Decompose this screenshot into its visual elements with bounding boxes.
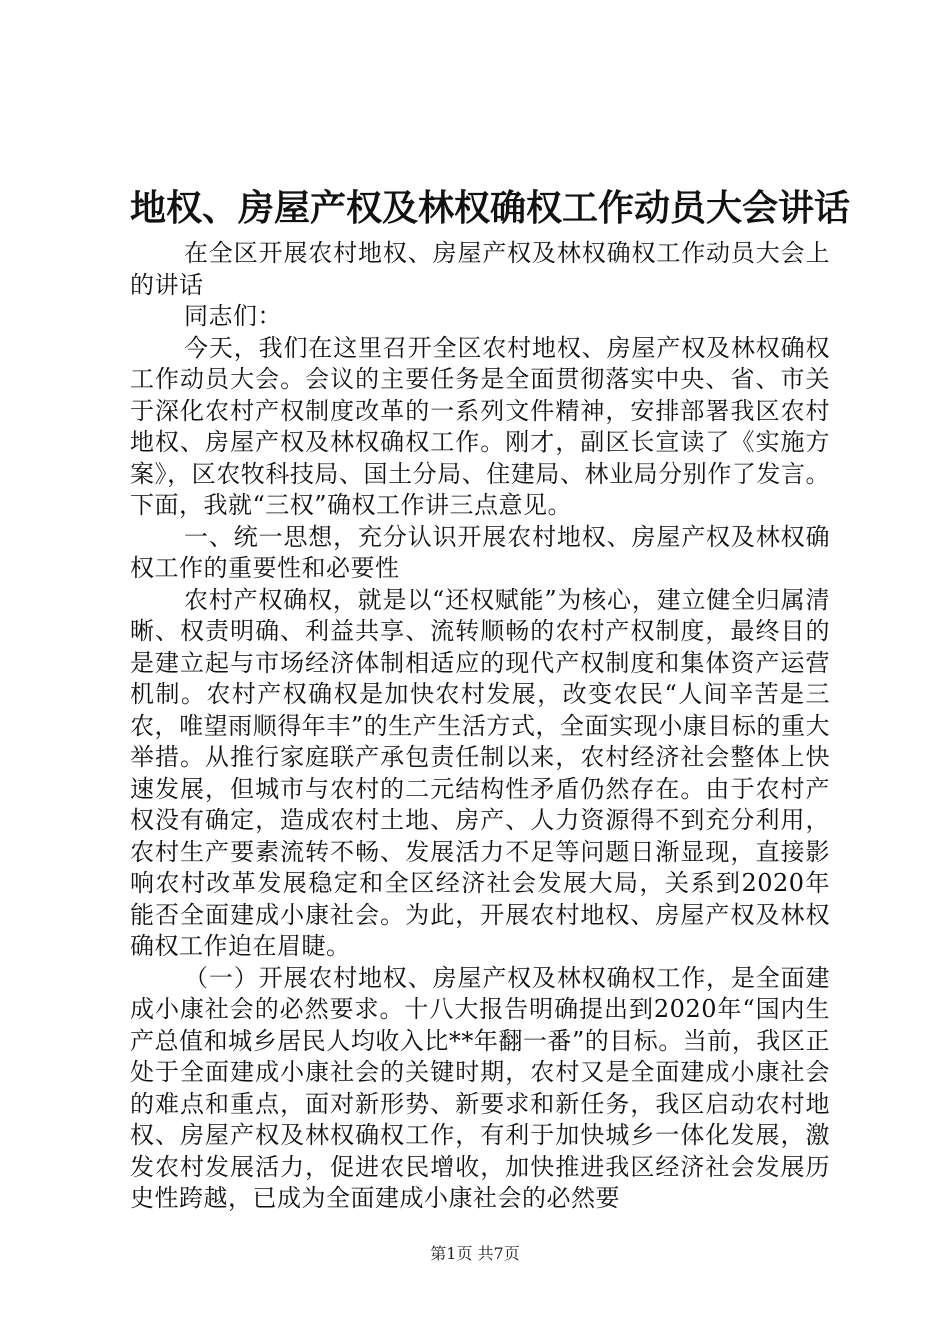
document-body (130, 238, 830, 1215)
document-title: 地权、房屋产权及林权确权工作动员大会讲话 (130, 188, 851, 229)
body-paragraph: 农村产权确权，就是以“还权赋能”为核心，建立健全归属清晰、权责明确、利益共享、流转顺畅的农村产权制度，最终目的是建立起与市场经济体制相适应的现代产权制度和集体资产运营机制。农村产权确权是加快农村发展，改变农民“人间辛苦是三农，唯望雨顺得年丰”的生产生活方式，全面实现小康目标的重大举措。从推行家庭联产承包责任制以来，农村经济社会整体上快速发展，但城市与农村的二元结构性矛盾仍然存在。由于农村产权没有确定，造成农村土地、房产、人力资源得不到充分利用，农村生产要素流转不畅、发展活力不足等问题日渐显现，直接影响农村改革发展稳定和全区经济社会发展大局，关系到2020年能否全面建成小康社会。为此，开展农村地权、房屋产权及林权确权工作迫在眉睫。 (130, 585, 830, 960)
salutation-paragraph: 同志们： (184, 302, 282, 330)
page-number-footer: 第1页 共7页 (430, 1244, 520, 1263)
body-paragraph: （一）开展农村地权、房屋产权及林权确权工作，是全面建成小康社会的必然要求。十八大报告明确提出到2020年“国内生产总值和城乡居民人均收入比**年翻一番”的目标。当前，我区正处于全面建成小康社会的关键时期，农村又是全面建成小康社会的难点和重点，面对新形势、新要求和新任务，我区启动农村地权、房屋产权及林权确权工作，有利于加快城乡一体化发展，激发农村发展活力，促进农民增收，加快推进我区经济社会发展历史性跨越，已成为全面建成小康社会的必然要 (130, 963, 830, 1212)
intro-paragraph: 今天，我们在这里召开全区农村地权、房屋产权及林权确权工作动员大会。会议的主要任务是全面贯彻落实中央、省、市关于深化农村产权制度改革的一系列文件精神，安排部署我区农村地权、房屋产权及林权确权工作。刚才，副区长宣读了《实施方案》，区农牧科技局、国土分局、住建局、林业局分别作了发言。下面，我就“三权”确权工作讲三点意见。 (130, 333, 830, 519)
section-heading-one: 一、统一思想，充分认识开展农村地权、房屋产权及林权确权工作的重要性和必要性 (130, 522, 830, 582)
subtitle-paragraph: 在全区开展农村地权、房屋产权及林权确权工作动员大会上的讲话 (130, 239, 830, 299)
